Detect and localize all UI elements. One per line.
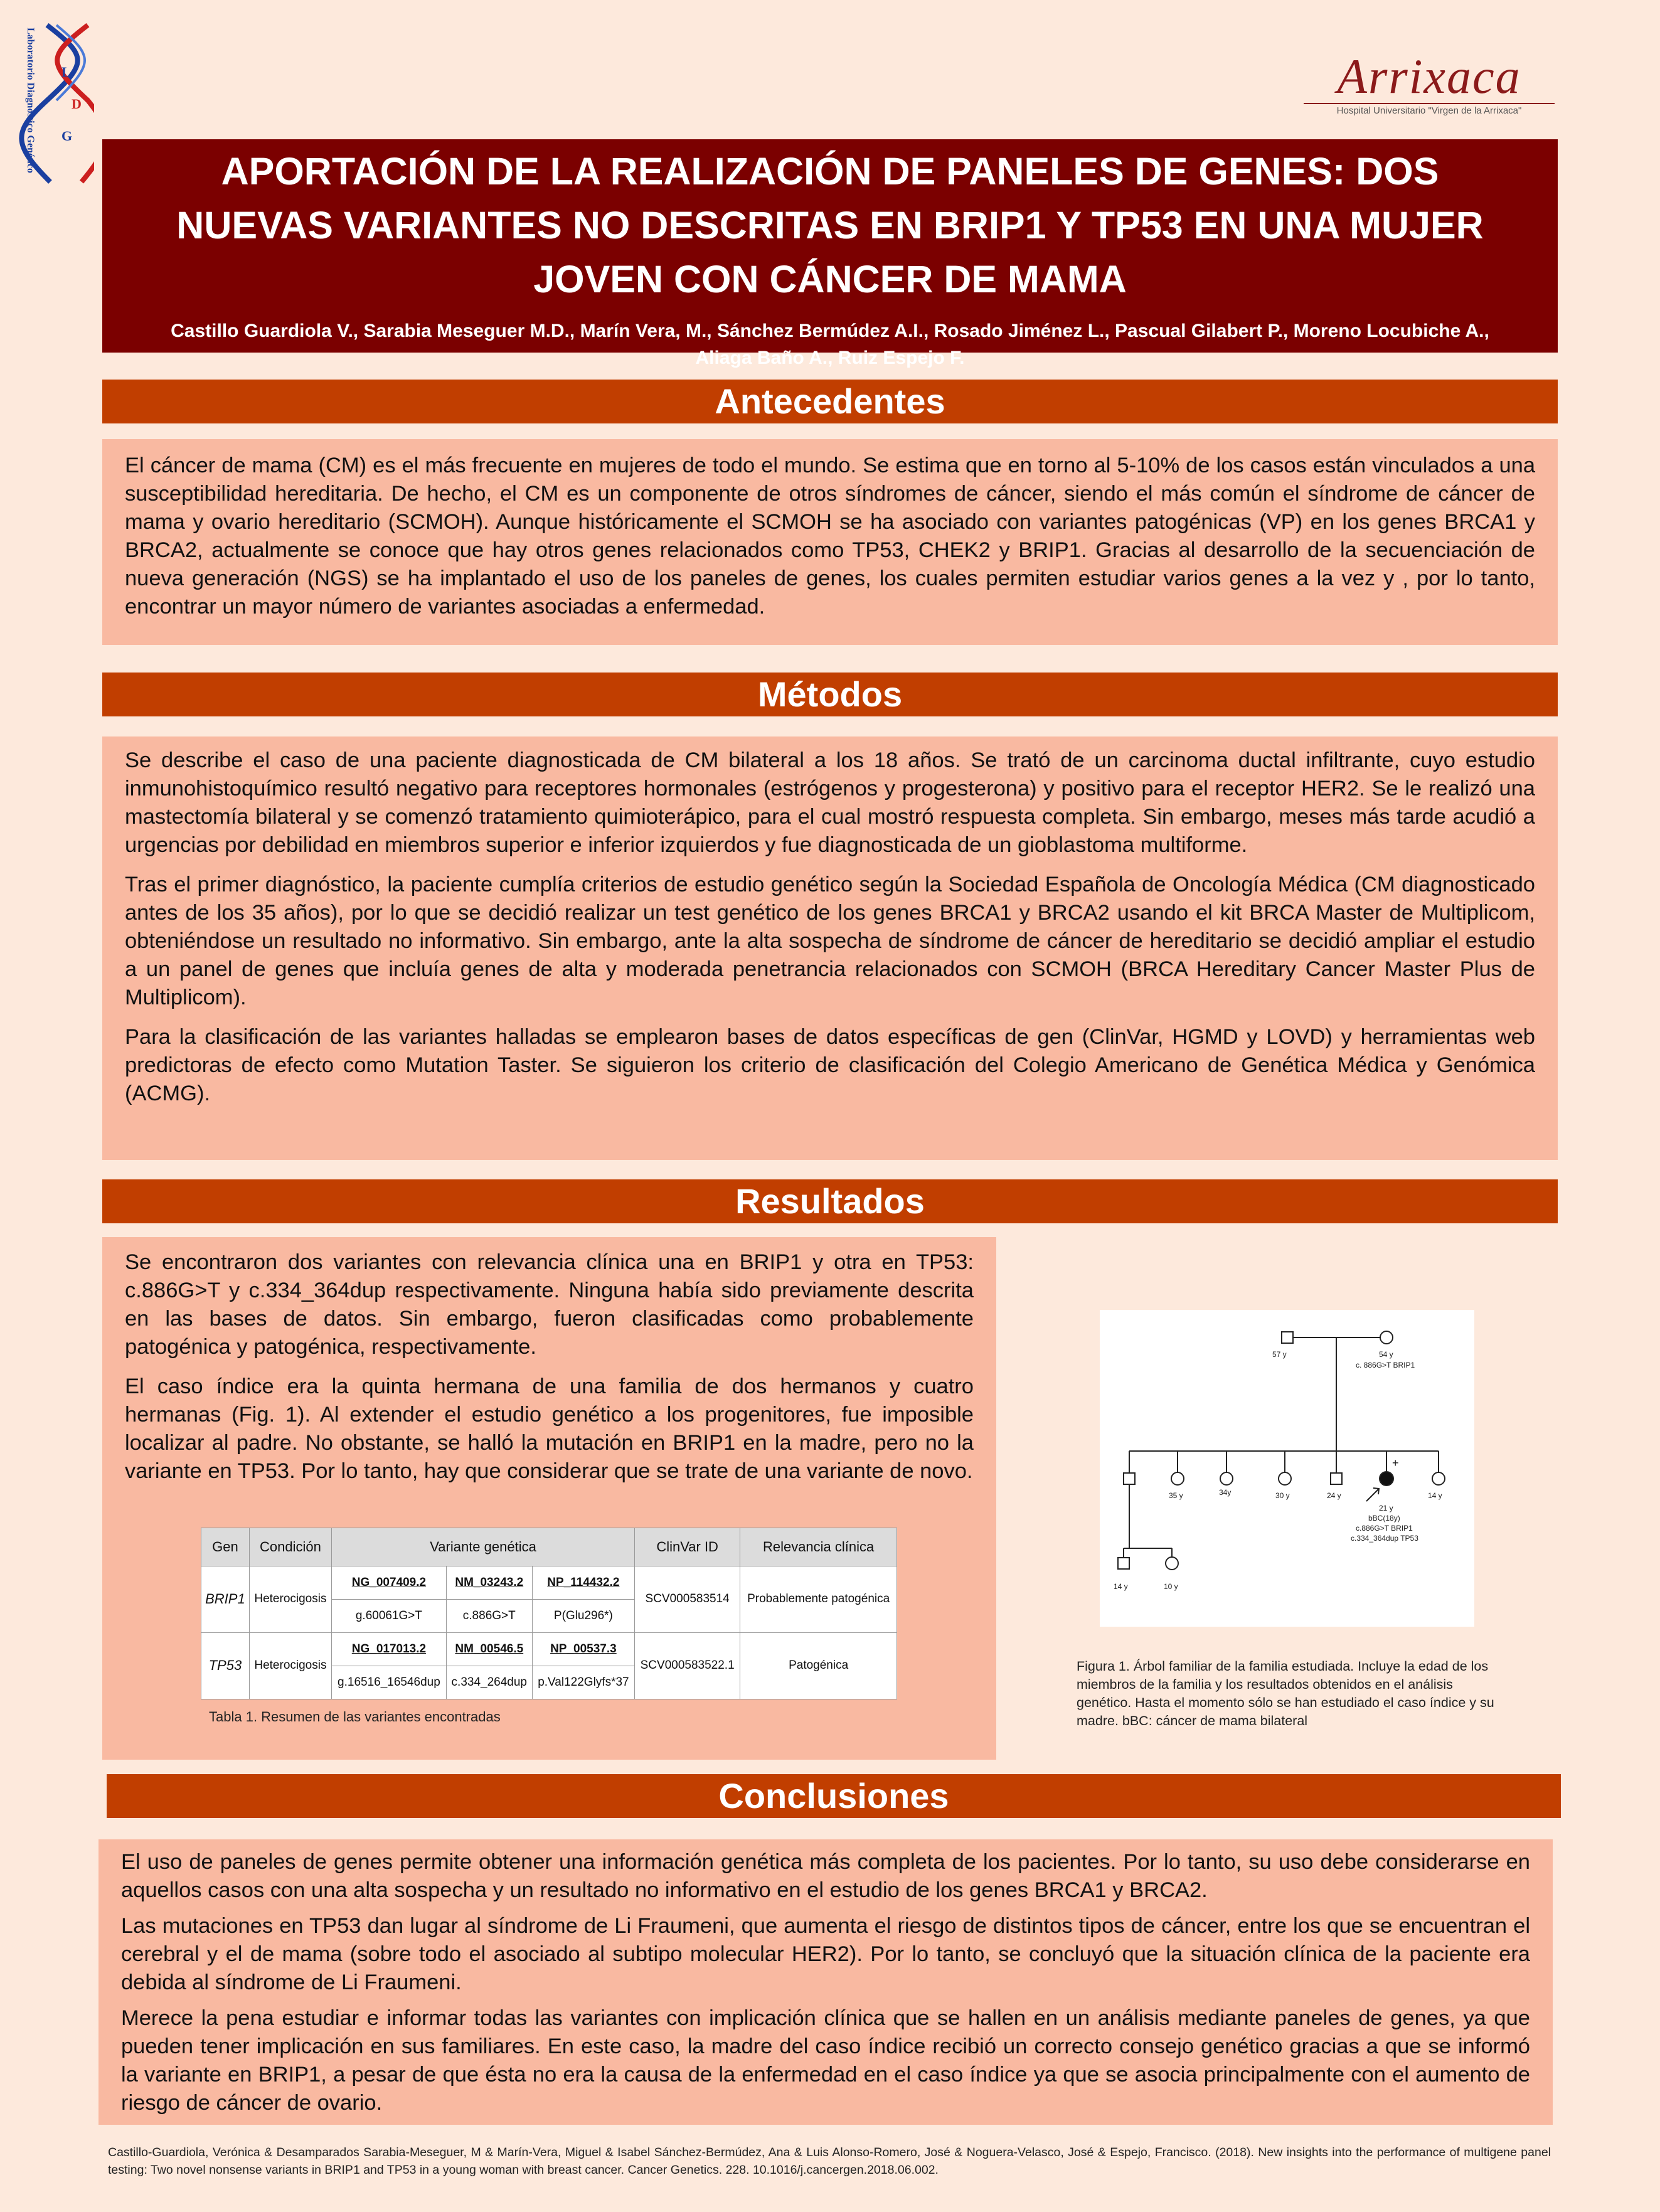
title-banner: [102, 139, 1558, 368]
metodos-heading: Métodos: [102, 673, 1558, 716]
conclusiones-paragraph-3: Merece la pena estudiar e informar todas las variantes con implicación clínica que se hallen en un análisis mediante paneles de genes, ya que pueden tener implicación en sus familiares. En este caso, la madre del caso índice recibió un correcto consejo genético gracias a que se informó la variante en BRIP1, a pesar de que ésta no era la causa de la enfermedad en el caso índice ya que se asocia principalmente con el aumento de riesgo de cáncer de ovario.: [121, 2006, 1530, 2115]
ref-ng-brip1: NG_007409.2: [332, 1566, 447, 1599]
sibling-5-symbol: [1331, 1473, 1342, 1484]
proband-age: 21 y: [1379, 1504, 1393, 1513]
ldg-letter-l: L: [61, 64, 71, 80]
var-p-tp53: p.Val122Glyfs*37: [532, 1666, 634, 1699]
sibling-age-2: 34y: [1219, 1488, 1232, 1497]
title-line-1: APORTACIÓN DE LA REALIZACIÓN DE PANELES DE GENES: DOS: [221, 150, 1439, 193]
table-header-clinvar: ClinVar ID: [635, 1528, 740, 1566]
grandchild-age-2: 10 y: [1164, 1582, 1178, 1591]
sibling-age-4: 24 y: [1327, 1491, 1341, 1500]
authors: [127, 317, 1533, 371]
var-p-brip1: P(Glu296*): [532, 1599, 634, 1632]
table-row: [201, 1632, 897, 1666]
proband-variant-brip1: c.886G>T BRIP1: [1356, 1524, 1413, 1533]
sibling-4-symbol: [1279, 1472, 1291, 1485]
sibling-age-3: 30 y: [1275, 1491, 1290, 1500]
ref-nm-brip1: NM_03243.2: [446, 1566, 532, 1599]
gene-brip1: BRIP1: [201, 1566, 250, 1632]
ldg-letter-g: G: [61, 128, 73, 144]
authors-line-2: Aliaga Baño A., Ruiz Espejo F.: [695, 348, 965, 368]
metodos-paragraph-2: Tras el primer diagnóstico, la paciente cumplía criterios de estudio genético según la Sociedad Española de Oncología Médica (CM diagnosticado antes de los 35 años), por lo que se decidió realizar un test genético de los genes BRCA1 y BRCA2 usando el kit BRCA Master de Multiplicom, obteniéndose un resultado no informativo. Sin embargo, ante la alta sospecha de síndrome de cáncer de hereditario se decidió ampliar el estudio a un panel de genes que incluía genes de alta y moderada penetrancia relacionados con SCMOH (BRCA Hereditary Cancer Master Plus de Multiplicom).: [125, 873, 1535, 1009]
sibling-age-1: 35 y: [1169, 1491, 1183, 1500]
var-c-tp53: c.334_264dup: [446, 1666, 532, 1699]
conclusiones-paragraph-1: El uso de paneles de genes permite obtener una información genética más completa de los pacientes. Por lo tanto, su uso debe considerarse en aquellos casos con una alta sospecha y un resultado no informativo en el estudio de los genes BRCA1 y BRCA2.: [121, 1850, 1530, 1902]
table-row: [201, 1566, 897, 1599]
table-caption: Tabla 1. Resumen de las variantes encontradas: [209, 1709, 501, 1725]
antecedentes-text: El cáncer de mama (CM) es el más frecuente en mujeres de todo el mundo. Se estima que en torno al 5-10% de los casos están vinculados a una susceptibilidad hereditaria. De hecho, el CM es un componente de otros síndromes de cáncer, siendo el más común el síndrome de cáncer de mama y ovario hereditario (SCMOH). Aunque históricamente el SCMOH se ha asociado con variantes patogénicas (VP) en los genes BRCA1 y BRCA2, actualmente se conoce que hay otros genes relacionados como TP53, CHEK2 y BRIP1. Gracias al desarrollo de la secuenciación de nueva generación (NGS) se ha implantado el uso de los paneles de genes, los cuales permiten estudiar varios genes a la vez y , por lo tanto, encontrar un mayor número de variantes asociadas a enfermedad.: [125, 454, 1535, 619]
grandchild-1-symbol: [1118, 1558, 1129, 1569]
pedigree-chart: [1100, 1310, 1474, 1627]
condition-brip1: Heterocigosis: [249, 1566, 331, 1632]
antecedentes-panel: [102, 439, 1558, 645]
sibling-2-symbol: [1171, 1472, 1184, 1485]
title-line-3: JOVEN CON CÁNCER DE MAMA: [533, 258, 1127, 300]
clinvar-tp53: SCV000583522.1: [635, 1632, 740, 1699]
proband-plus: +: [1392, 1457, 1399, 1469]
ref-np-tp53: NP_00537.3: [532, 1632, 634, 1666]
mother-variant: c. 886G>T BRIP1: [1356, 1361, 1415, 1369]
metodos-paragraph-1: Se describe el caso de una paciente diagnosticada de CM bilateral a los 18 años. Se trató de un carcinoma ductal infiltrante, cuyo estudio inmunohistoquímico resultó negativo para receptores hormonales (estrógenos y progesterona) y positivo para el receptor HER2. Se le realizó una mastectomía bilateral y se comenzó tratamiento quimioterápico, para el cual mostró respuesta completa. Sin embargo, meses más tarde acudió a urgencias por debilidad en miembros superior e inferior izquierdos y fue diagnosticada de un gioblastoma multiforme.: [125, 748, 1535, 857]
sibling-3-symbol: [1220, 1472, 1233, 1485]
father-symbol: [1282, 1332, 1293, 1343]
ldg-logo-text: Laboratorio Diagnóstico Genético: [25, 28, 36, 173]
resultados-paragraph-1: Se encontraron dos variantes con relevancia clínica una en BRIP1 y otra en TP53: c.886G>T y c.334_364dup respectivamente. Ninguna había sido previamente descrita en las bases de datos. Sin embargo, fueron clasificadas como probablemente patogénica y patogénica, respectivamente.: [125, 1250, 974, 1359]
reference: Castillo-Guardiola, Verónica & Desamparados Sarabia-Meseguer, M & Marín-Vera, Miguel & Isabel Sánchez-Bermúdez, Ana & Luis Alonso-Romero, José & Noguera-Velasco, José & Espejo, Francisco. (2018). New insights into the performance of multigene panel testing: Two novel nonsense variants in BRIP1 and TP53 in a young woman with breast cancer. Cancer Genetics. 228. 10.1016/j.cancergen.2018.06.002.: [108, 2146, 1551, 2177]
mother-symbol: [1380, 1331, 1393, 1344]
ldg-letter-d: D: [72, 96, 82, 112]
proband-variant-tp53: c.334_364dup TP53: [1351, 1534, 1418, 1543]
arrixaca-logo-sub: Hospital Universitario "Virgen de la Arrixaca": [1304, 103, 1555, 116]
var-c-brip1: c.886G>T: [446, 1599, 532, 1632]
resultados-paragraph-2: El caso índice era la quinta hermana de una familia de dos hermanos y cuatro hermanas (Fig. 1). Al extender el estudio genético a los progenitores, fue imposible localizar al padre. No obstante, se halló la mutación en BRIP1 en la madre, pero no la variante en TP53. Por lo tanto, hay que considerar que se trate de una variante de novo.: [125, 1375, 974, 1483]
ref-nm-tp53: NM_00546.5: [446, 1632, 532, 1666]
metodos-paragraph-3: Para la clasificación de las variantes halladas se emplearon bases de datos específicas de gen (ClinVar, HGMD y LOVD) y herramientas web predictoras de efecto como Mutation Taster. Se siguieron los criterio de clasificación del Colegio Americano de Genética Médica y Genómica (ACMG).: [125, 1025, 1535, 1105]
proband-diagnosis: bBC(18y): [1368, 1514, 1400, 1523]
father-age: 57 y: [1272, 1350, 1287, 1359]
ref-np-brip1: NP_114432.2: [532, 1566, 634, 1599]
clinvar-brip1: SCV000583514: [635, 1566, 740, 1632]
arrixaca-logo-main: Arrixaca: [1337, 49, 1521, 104]
sibling-1-symbol: [1124, 1473, 1135, 1484]
proband-symbol: [1380, 1472, 1393, 1486]
poster-title: [127, 144, 1533, 306]
authors-line-1: Castillo Guardiola V., Sarabia Meseguer M.D., Marín Vera, M., Sánchez Bermúdez A.I., Rosado Jiménez L., Pascual Gilabert P., Moreno Locubiche A.,: [171, 321, 1489, 341]
condition-tp53: Heterocigosis: [249, 1632, 331, 1699]
ldg-logo: [13, 19, 94, 188]
conclusiones-panel: [98, 1839, 1553, 2125]
conclusiones-heading: Conclusiones: [107, 1774, 1561, 1818]
sibling-age-5: 14 y: [1428, 1491, 1442, 1500]
antecedentes-heading: Antecedentes: [102, 380, 1558, 423]
metodos-panel: [102, 736, 1558, 1160]
gene-tp53: TP53: [201, 1632, 250, 1699]
ref-ng-tp53: NG_017013.2: [332, 1632, 447, 1666]
relevance-tp53: Patogénica: [740, 1632, 897, 1699]
var-g-tp53: g.16516_16546dup: [332, 1666, 447, 1699]
variants-table-wrapper: [201, 1528, 897, 1699]
mother-age: 54 y: [1379, 1350, 1393, 1359]
sibling-7-symbol: [1432, 1472, 1445, 1485]
conclusiones-paragraph-2: Las mutaciones en TP53 dan lugar al síndrome de Li Fraumeni, que aumenta el riesgo de distintos tipos de cáncer, entre los que se encuentran el cerebral y el de mama (sobre todo el asociado al subtipo molecular HER2). Por lo tanto, se concluyó que la situación clínica de la paciente era debida al síndrome de Li Fraumeni.: [121, 1914, 1530, 1994]
table-header-condicion: Condición: [249, 1528, 331, 1566]
var-g-brip1: g.60061G>T: [332, 1599, 447, 1632]
arrixaca-logo: [1304, 50, 1555, 116]
variants-table: [201, 1528, 897, 1699]
grandchild-age-1: 14 y: [1114, 1582, 1128, 1591]
resultados-heading: Resultados: [102, 1179, 1558, 1223]
pedigree-figure: [1100, 1310, 1474, 1627]
table-header-variante: Variante genética: [332, 1528, 635, 1566]
relevance-brip1: Probablemente patogénica: [740, 1566, 897, 1632]
figure-caption: Figura 1. Árbol familiar de la familia estudiada. Incluye la edad de los miembros de la familia y los resultados obtenidos en el análisis genético. Hasta el momento sólo se han estudiado el caso índice y su madre. bBC: cáncer de mama bilateral: [1077, 1659, 1494, 1728]
table-header-relevancia: Relevancia clínica: [740, 1528, 897, 1566]
grandchild-2-symbol: [1166, 1557, 1178, 1570]
title-line-2: NUEVAS VARIANTES NO DESCRITAS EN BRIP1 Y TP53 EN UNA MUJER: [176, 204, 1484, 247]
table-header-row: [201, 1528, 897, 1566]
table-header-gen: Gen: [201, 1528, 250, 1566]
